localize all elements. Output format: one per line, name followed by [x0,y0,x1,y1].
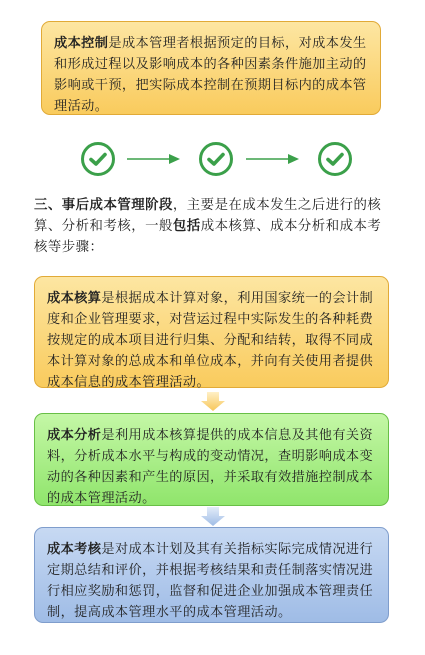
cost-accounting-box [34,276,389,388]
arrow-right-icon [246,150,300,168]
cost-accounting-text: 是根据成本计算对象，利用国家统一的会计制度和企业管理要求，对营运过程中实际发生的各种耗费按规定的成本项目进行归集、分配和结转，取得不同成本计算对象的总成本和单位成本，并向有关使用者提供成本信息的成本管理活动。 [47,291,374,390]
check-circle-icon [81,142,115,176]
cost-control-box [41,21,381,115]
arrow-right-icon [127,150,181,168]
cost-assessment-box [34,527,389,623]
cost-accounting-term: 成本核算 [47,291,102,306]
check-circle-icon [199,142,233,176]
cost-assessment-text: 是对成本计划及其有关指标实际完成情况进行定期总结和评价，并根据考核结果和责任制落实情况进行相应奖励和惩罚，监督和促进企业加强成本管理责任制，提高成本管理水平的成本管理活动。 [47,542,374,620]
cost-control-text: 是成本管理者根据预定的目标，对成本发生和形成过程以及影响成本的各种因素条件施加主动的影响或干预，把实际成本控制在预期目标内的成本管理活动。 [54,36,367,114]
arrow-down-icon [201,392,225,411]
check-circle-icon [318,142,352,176]
cost-assessment-term: 成本考核 [47,542,102,557]
cost-analysis-text: 是利用成本核算提供的成本信息及其他有关资料，分析成本水平与构成的变动情况，查明影响成本变动的各种因素和产生的原因，并采取有效措施控制成本的成本管理活动。 [47,428,374,506]
section-text-pre: ，主要是在成本发生之后进行的核算、分析和考核，一般 [34,198,382,234]
section-heading: 三、事后成本管理阶段 [34,197,173,213]
section-paragraph [34,195,394,258]
section-text-post: 成本核算、成本分析和成本考核等步骤： [34,219,382,255]
cost-analysis-term: 成本分析 [47,428,102,443]
cost-control-term: 成本控制 [54,36,109,51]
arrow-down-icon [201,507,225,526]
cost-analysis-box [34,413,389,506]
section-text-bold: 包括 [172,218,201,234]
